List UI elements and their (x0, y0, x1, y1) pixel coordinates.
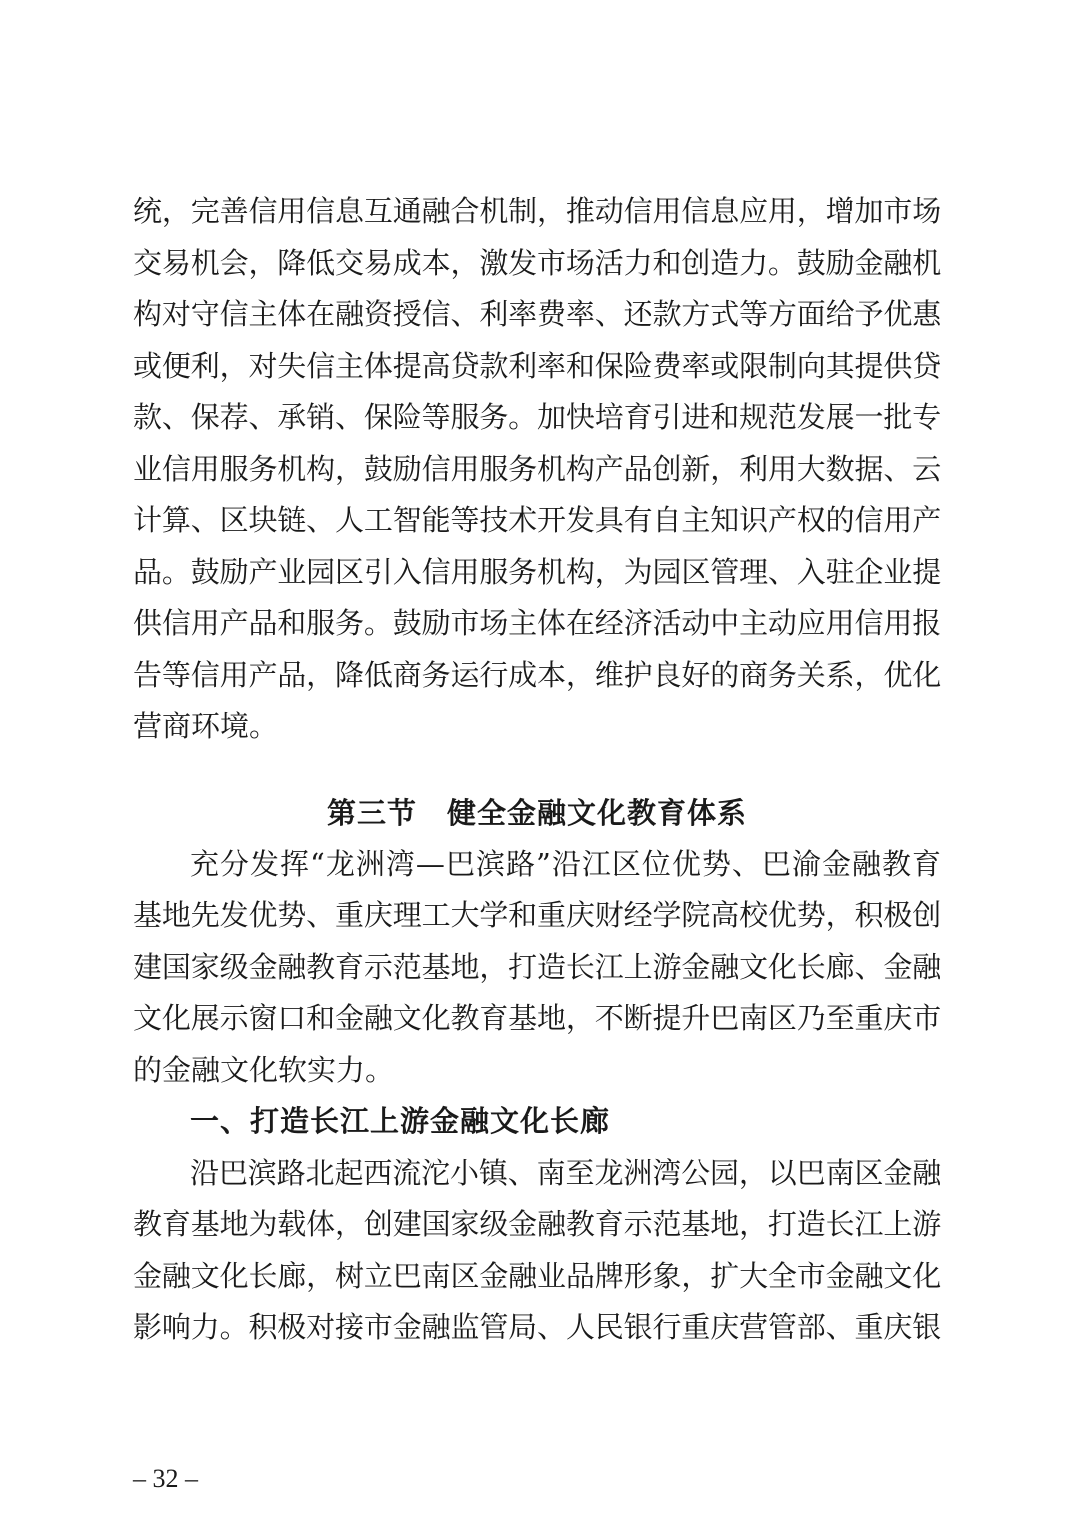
section-heading: 第三节 健全金融文化教育体系 (326, 796, 747, 830)
paragraph-line: 基地先发优势、重庆理工大学和重庆财经学院高校优势，积极创 (133, 898, 941, 932)
paragraph-line: 业信用服务机构，鼓励信用服务机构产品创新，利用大数据、云 (133, 452, 941, 486)
paragraph-line: 沿巴滨路北起西流沱小镇、南至龙洲湾公园，以巴南区金融 (190, 1156, 941, 1190)
paragraph-line: 文化展示窗口和金融文化教育基地，不断提升巴南区乃至重庆市 (133, 1001, 941, 1035)
paragraph-line: 款、保荐、承销、保险等服务。加快培育引进和规范发展一批专 (133, 400, 941, 434)
paragraph-line: 构对守信主体在融资授信、利率费率、还款方式等方面给予优惠 (133, 297, 941, 331)
sub-heading: 一、打造长江上游金融文化长廊 (190, 1104, 611, 1138)
paragraph-line: 的金融文化软实力。 (133, 1053, 395, 1087)
paragraph-line: 金融文化长廊，树立巴南区金融业品牌形象，扩大全市金融文化 (133, 1259, 941, 1293)
paragraph-line: 告等信用产品，降低商务运行成本，维护良好的商务关系，优化 (133, 658, 941, 692)
paragraph-line: 或便利，对失信主体提高贷款利率和保险费率或限制向其提供贷 (133, 349, 941, 383)
paragraph-line: 计算、区块链、人工智能等技术开发具有自主知识产权的信用产 (133, 503, 941, 537)
paragraph-line: 营商环境。 (133, 709, 279, 743)
paragraph-line: 教育基地为载体，创建国家级金融教育示范基地，打造长江上游 (133, 1207, 941, 1241)
paragraph-line: 建国家级金融教育示范基地，打造长江上游金融文化长廊、金融 (133, 950, 941, 984)
paragraph-line: 交易机会，降低交易成本，激发市场活力和创造力。鼓励金融机 (133, 246, 941, 280)
paragraph-line: 影响力。积极对接市金融监管局、人民银行重庆营管部、重庆银 (133, 1310, 941, 1344)
paragraph-line: 供信用产品和服务。鼓励市场主体在经济活动中主动应用信用报 (133, 606, 941, 640)
paragraph-line: 品。鼓励产业园区引入信用服务机构，为园区管理、入驻企业提 (133, 555, 941, 589)
paragraph-line: 充分发挥“龙洲湾—巴滨路”沿江区位优势、巴渝金融教育 (190, 847, 941, 881)
paragraph-line: 统，完善信用信息互通融合机制，推动信用信息应用，增加市场 (133, 194, 941, 228)
page-number: – 32 – (133, 1464, 198, 1493)
